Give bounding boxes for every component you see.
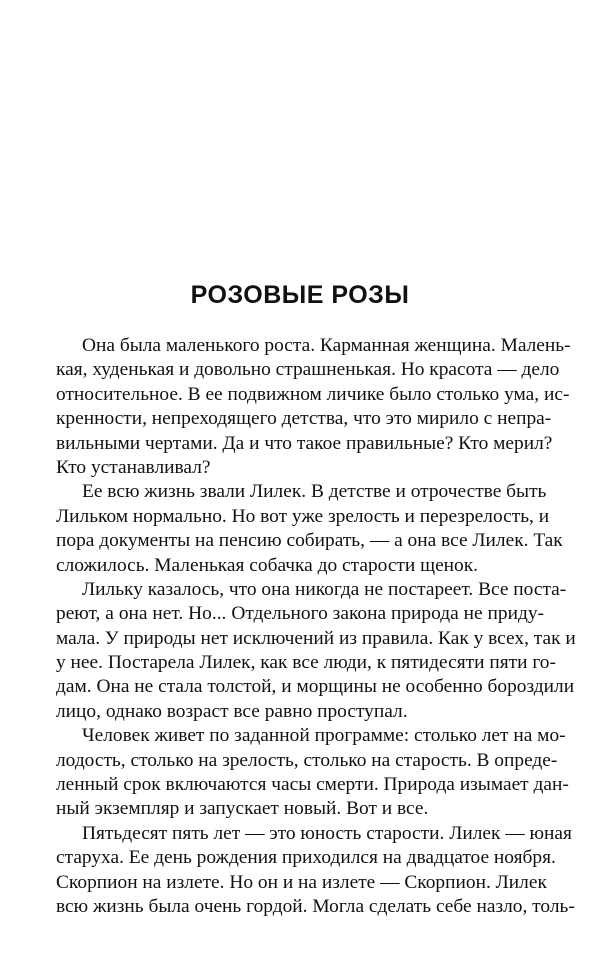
text-line: Кто устанавливал? <box>56 456 211 478</box>
text-line: ный экземпляр и запускает новый. Вот и все. <box>56 798 429 820</box>
text-line: вильными чертами. Да и что такое правильные? Кто мерил? <box>56 432 553 454</box>
text-line: кая, худенькая и довольно страшненькая. Но красота — дело <box>56 359 560 381</box>
text-line: старуха. Ее день рождения приходился на двадцатое ноября. <box>56 847 556 869</box>
text-line: дам. Она не стала толстой, и морщины не особенно бороздили <box>56 676 575 698</box>
text-line: пора документы на пенсию собирать, — а она все Лилек. Так <box>56 530 563 552</box>
text-line: мала. У природы нет исключений из правила. Как у всех, так и <box>56 627 576 649</box>
text-line: реют, а она нет. Но... Отдельного закона природа не приду- <box>56 603 544 625</box>
text-line: относительное. В ее подвижном личике было столько ума, ис- <box>56 383 570 405</box>
chapter-title: РОЗОВЫЕ РОЗЫ <box>190 281 410 309</box>
text-line: всю жизнь была очень гордой. Могла сделать себе назло, толь- <box>56 895 575 917</box>
text-line: Лильком нормально. Но вот уже зрелость и перезрелость, и <box>56 505 550 527</box>
text-line: ленный срок включаются часы смерти. Природа изымает дан- <box>56 774 569 796</box>
text-line: у нее. Постарела Лилек, как все люди, к пятидесяти пяти го- <box>56 652 556 674</box>
text-line: кренности, непреходящего детства, что это мирило с непра- <box>56 408 552 430</box>
text-line: Ее всю жизнь звали Лилек. В детстве и отрочестве быть <box>82 481 547 503</box>
text-line: Она была маленького роста. Карманная женщина. Малень- <box>82 335 571 356</box>
text-line: лицо, однако возраст все равно проступал. <box>56 700 408 722</box>
text-line: Пятьдесят пять лет — это юность старости. Лилек — юная <box>82 822 572 844</box>
body-text <box>56 334 576 919</box>
text-line: Человек живет по заданной программе: столько лет на мо- <box>82 725 566 747</box>
text-line: лодость, столько на зрелость, столько на старость. В опреде- <box>56 749 558 771</box>
text-line: сложилось. Маленькая собачка до старости щенок. <box>56 554 479 576</box>
text-line: Лильку казалось, что она никогда не постареет. Все поста- <box>82 578 567 600</box>
text-line: Скорпион на излете. Но он и на излете — Скорпион. Лилек <box>56 871 547 893</box>
